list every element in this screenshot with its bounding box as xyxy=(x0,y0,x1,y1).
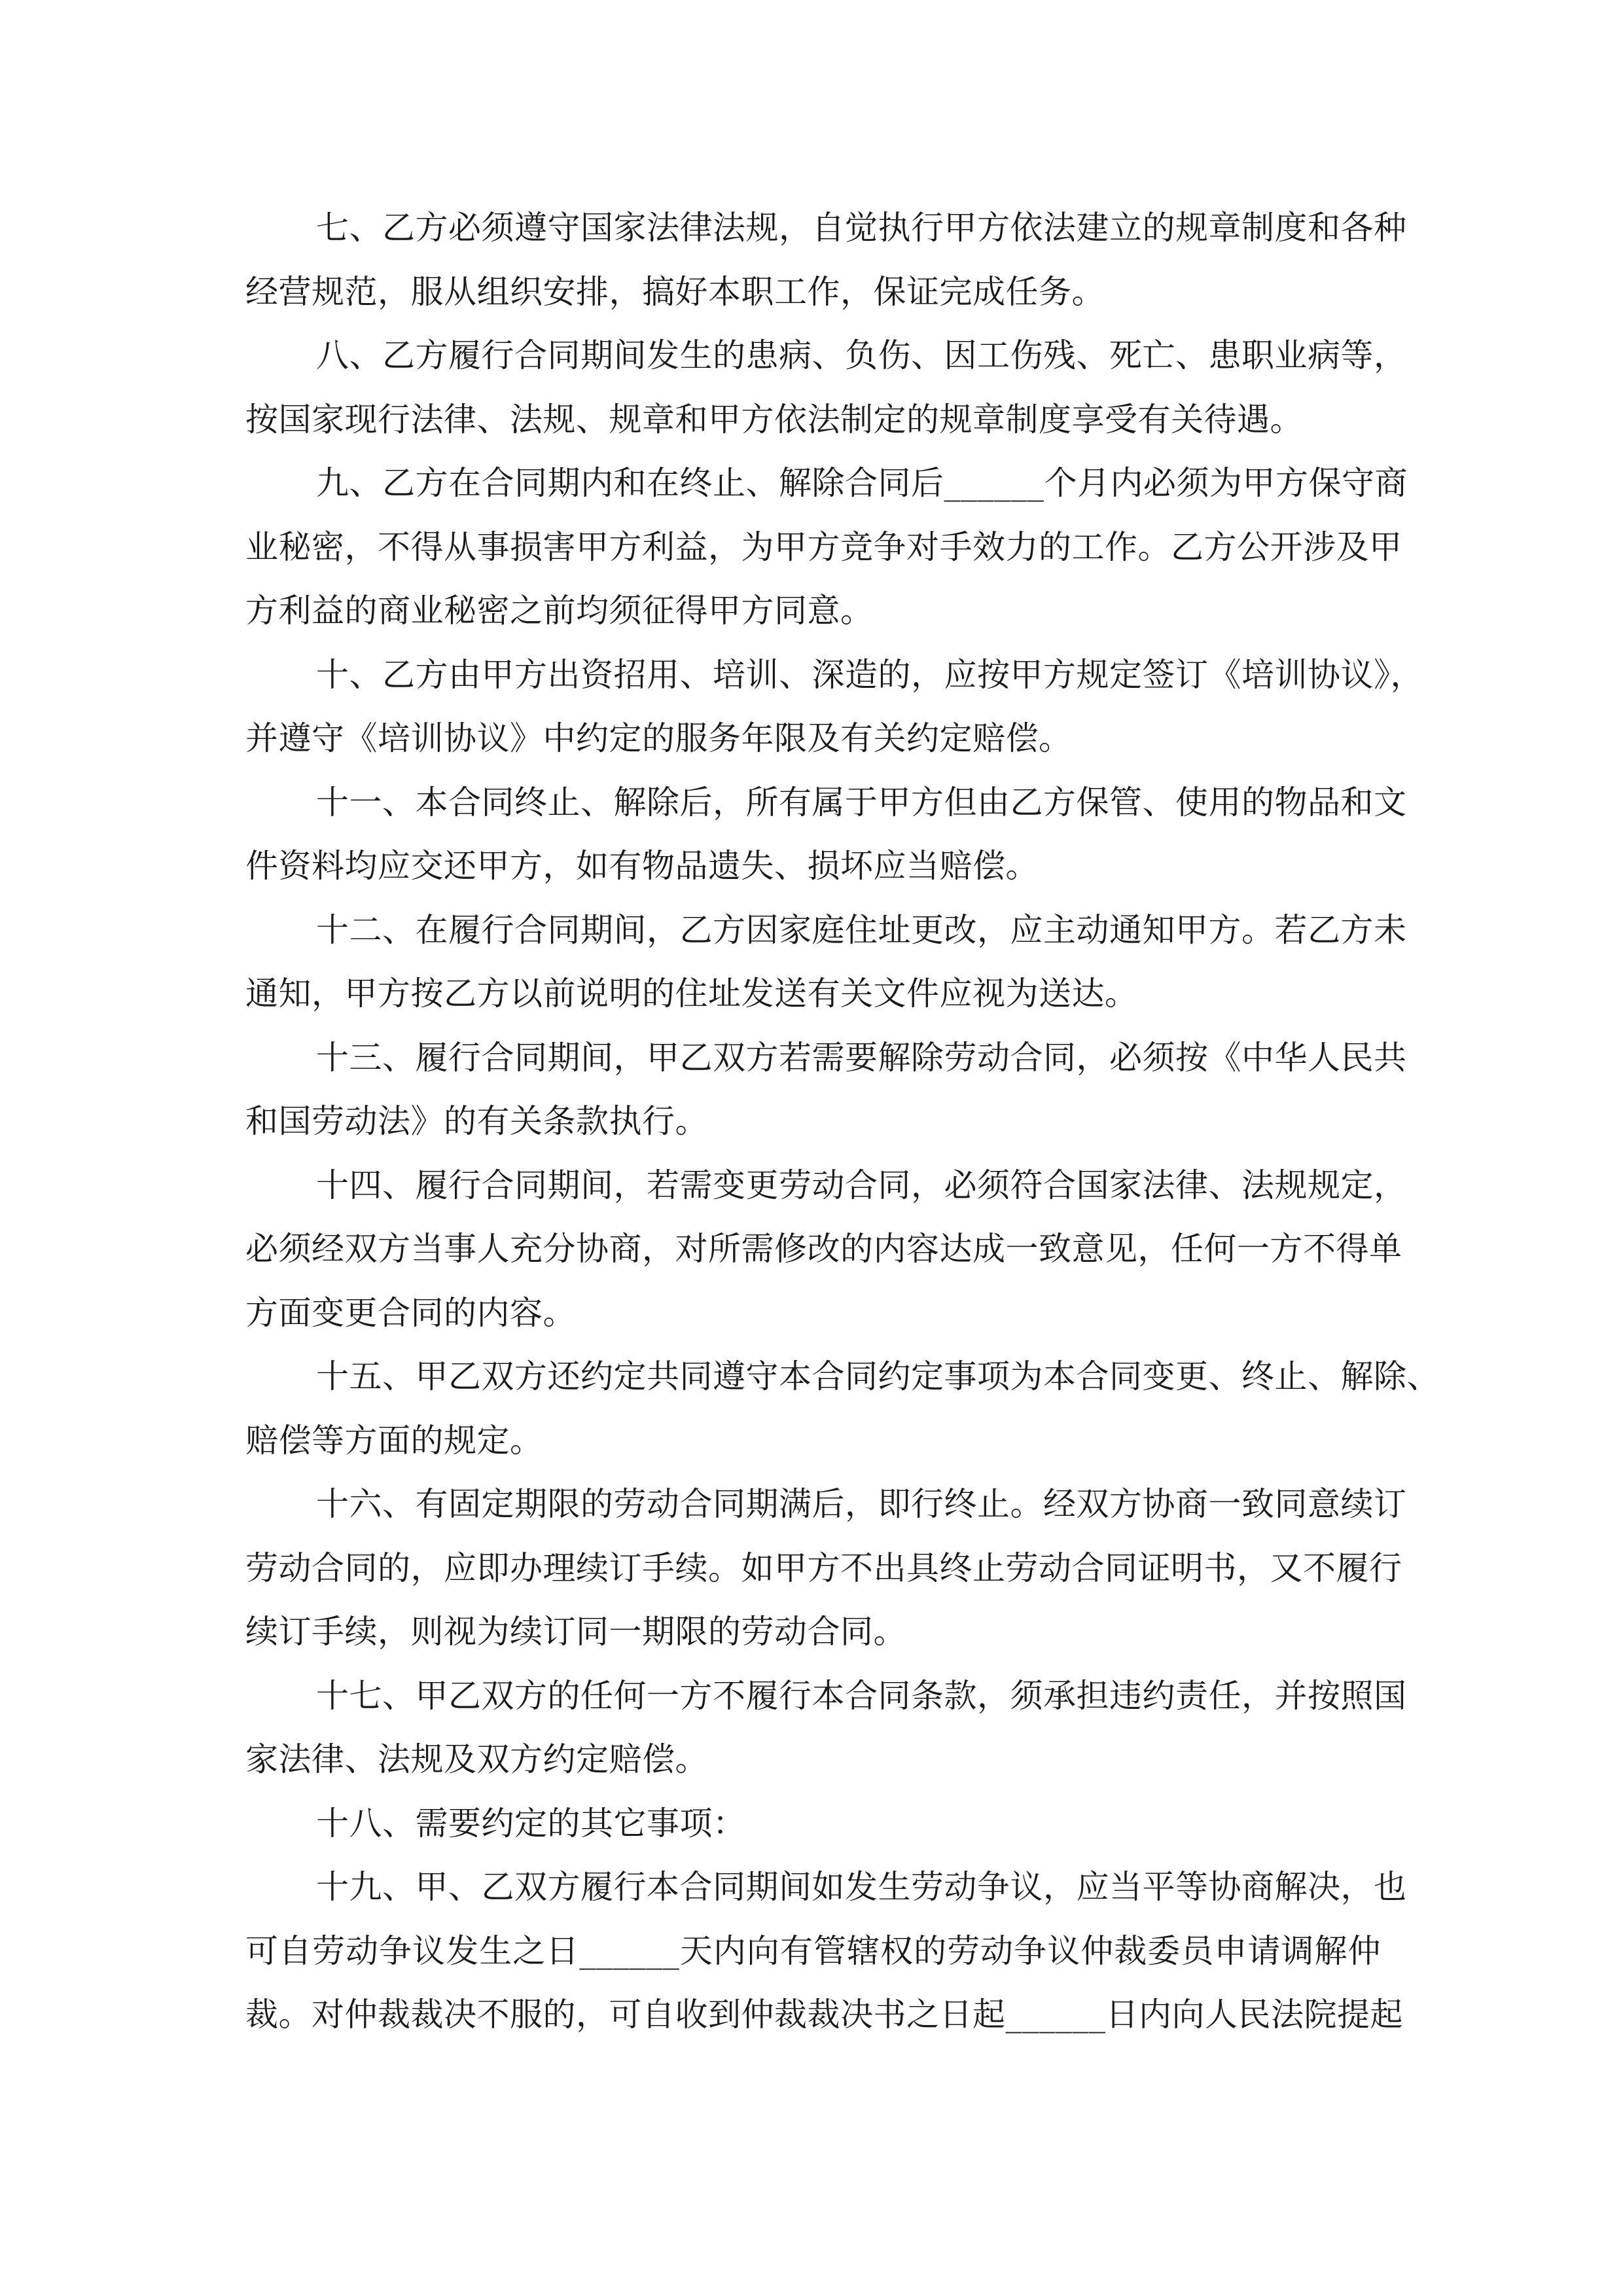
text-line: 续订手续，则视为续订同一期限的劳动合同。 xyxy=(245,1613,906,1651)
text-line: 业秘密，不得从事损害甲方利益，为甲方竞争对手效力的工作。乙方公开涉及甲 xyxy=(245,528,1402,566)
text-line: 件资料均应交还甲方，如有物品遗失、损坏应当赔偿。 xyxy=(245,847,1039,885)
text-line: 必须经双方当事人充分协商，对所需修改的内容达成一致意见，任何一方不得单 xyxy=(245,1230,1402,1268)
text-line: 十九、甲、乙双方履行本合同期间如发生劳动争议，应当平等协商解决，也 xyxy=(316,1868,1407,1906)
text-line: 十六、有固定期限的劳动合同期满后，即行终止。经双方协商一致同意续订 xyxy=(316,1485,1407,1523)
text-line: 十二、在履行合同期间，乙方因家庭住址更改，应主动通知甲方。若乙方未 xyxy=(316,910,1407,949)
clause-16 xyxy=(245,1473,1407,1664)
clause-9 xyxy=(245,452,1408,643)
text-line: 十四、履行合同期间，若需变更劳动合同，必须符合国家法律、法规规定， xyxy=(316,1166,1407,1204)
text-line: 赔偿等方面的规定。 xyxy=(245,1421,543,1460)
text-line: 十七、甲乙双方的任何一方不履行本合同条款，须承担违约责任，并按照国 xyxy=(316,1676,1407,1715)
text-line: 可自劳动争议发生之日______天内向有管辖权的劳动争议仲裁委员申请调解仲 xyxy=(245,1931,1381,1970)
text-line: 九、乙方在合同期内和在终止、解除合同后______个月内必须为甲方保守商 xyxy=(316,464,1408,502)
text-line: 劳动合同的，应即办理续订手续。如甲方不出具终止劳动合同证明书，又不履行 xyxy=(245,1549,1402,1587)
text-line: 方面变更合同的内容。 xyxy=(245,1293,576,1332)
clause-18 xyxy=(245,1792,1381,1856)
text-line: 方利益的商业秘密之前均须征得甲方同意。 xyxy=(245,592,874,630)
text-line: 裁。对仲裁裁决不服的，可自收到仲裁裁决书之日起______日内向人民法院提起 xyxy=(245,1996,1403,2034)
text-line: 八、乙方履行合同期间发生的患病、负伤、因工伤残、死亡、患职业病等， xyxy=(316,336,1407,374)
clause-19 xyxy=(245,1856,1407,2047)
text-line: 十三、履行合同期间，甲乙双方若需要解除劳动合同，必须按《中华人民共 xyxy=(316,1038,1407,1077)
text-line: 十五、甲乙双方还约定共同遵守本合同约定事项为本合同变更、终止、解除、 xyxy=(316,1357,1440,1395)
clause-13 xyxy=(245,1026,1407,1154)
clause-10 xyxy=(245,643,1423,771)
clause-17 xyxy=(245,1664,1407,1792)
text-line: 通知，甲方按乙方以前说明的住址发送有关文件应视为送达。 xyxy=(245,975,1138,1013)
text-line: 和国劳动法》的有关条款执行。 xyxy=(245,1102,708,1140)
text-line: 十、乙方由甲方出资招用、培训、深造的，应按甲方规定签订《培训协议》， xyxy=(316,655,1423,694)
text-line: 按国家现行法律、法规、规章和甲方依法制定的规章制度享受有关待遇。 xyxy=(245,400,1303,439)
text-line: 七、乙方必须遵守国家法律法规，自觉执行甲方依法建立的规章制度和各种 xyxy=(316,209,1407,247)
contract-body xyxy=(245,196,1440,2047)
clause-12 xyxy=(245,899,1407,1026)
clause-7 xyxy=(245,196,1407,324)
clause-15 xyxy=(245,1345,1440,1473)
text-line: 家法律、法规及双方约定赔偿。 xyxy=(245,1740,708,1778)
text-line: 经营规范，服从组织安排，搞好本职工作，保证完成任务。 xyxy=(245,272,1105,311)
text-line: 十一、本合同终止、解除后，所有属于甲方但由乙方保管、使用的物品和文 xyxy=(316,783,1407,821)
text-line: 并遵守《培训协议》中约定的服务年限及有关约定赔偿。 xyxy=(245,719,1072,757)
clause-8 xyxy=(245,324,1407,452)
clause-11 xyxy=(245,771,1407,899)
clause-14 xyxy=(245,1154,1407,1346)
text-line: 十八、需要约定的其它事项： xyxy=(316,1804,746,1842)
